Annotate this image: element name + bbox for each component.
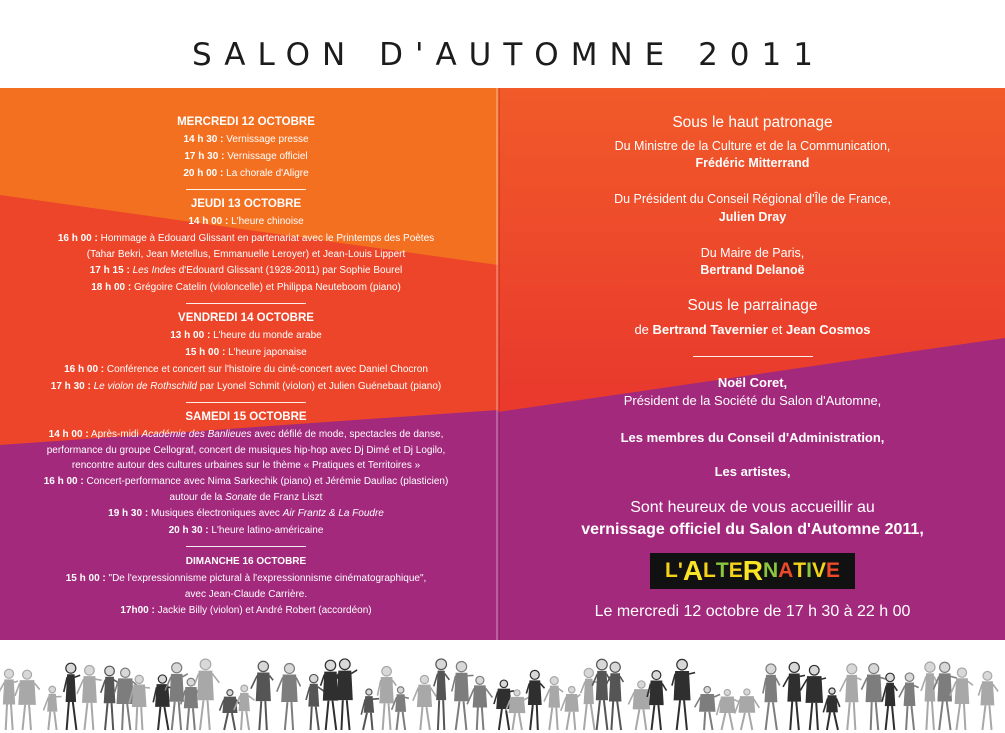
crowd-figure: [861, 664, 886, 730]
day-heading: VENDREDI 14 OCTOBRE: [178, 312, 314, 324]
logo-letter: E: [825, 559, 840, 582]
divider: [186, 546, 306, 547]
event-text: L'heure latino-américaine: [211, 525, 324, 536]
event-text: "De l'expressionnisme pictural à l'expressionnisme cinématographique",: [108, 573, 427, 584]
crowd-figure: [978, 671, 998, 730]
president-title: Président de la Société du Salon d'Automne,: [623, 393, 882, 408]
event-line: [0, 230, 492, 247]
event-text: Hommage à Edouard Glissant en partenariat avec le Printemps des Poètes: [100, 233, 435, 244]
crowd-figure: [392, 687, 409, 730]
logo-letter: ': [677, 559, 683, 582]
divider: [693, 356, 813, 357]
crowd-figure: [277, 663, 301, 730]
event-continuation: (Tahar Bekri, Jean Metellus, Emmanuelle Leroyer) et Jean-Louis Lippert: [86, 249, 406, 260]
event-date-line: Le mercredi 12 octobre de 17 h 30 à 22 h 00: [594, 603, 911, 620]
event-line: [0, 473, 492, 490]
event-time: 17 h 15 :: [89, 265, 130, 276]
event-time: 19 h 30 :: [108, 508, 149, 519]
patron-role: Du Ministre de la Culture et de la Communication,: [614, 139, 891, 153]
divider: [186, 189, 306, 190]
event-text: Jackie Billy (violon) et André Robert (accordéon): [157, 605, 372, 616]
crowd-figure: [251, 661, 273, 730]
crowd-figure: [220, 690, 241, 730]
logo-letter: R: [742, 555, 763, 586]
sponsors-line: [500, 321, 1005, 339]
day-heading: DIMANCHE 16 OCTOBRE: [185, 556, 307, 567]
crowd-figure: [544, 677, 563, 730]
crowd-figure: [234, 685, 255, 730]
day-heading: MERCREDI 12 OCTOBRE: [177, 116, 315, 128]
crowd-figure: [921, 662, 937, 730]
crowd-figure: [647, 671, 666, 730]
event-continuation: rencontre autour des cultures urbaines sur le thème « Pratiques et Territoires »: [71, 460, 421, 471]
event-time: 18 h 00 :: [91, 282, 132, 293]
event-line: [0, 165, 492, 182]
event-text: L'heure chinoise: [231, 216, 304, 227]
crowd-figure: [194, 659, 219, 730]
logo-letter: A: [682, 555, 704, 586]
event-text: L'heure japonaise: [228, 347, 307, 358]
event-time: 14 h 00 :: [48, 429, 89, 440]
crowd-figure: [467, 676, 492, 730]
event-text: Grégoire Catelin (violoncelle) et Philippa Neuteboom (piano): [134, 282, 401, 293]
sponsors-joiner: et: [771, 322, 783, 337]
logo-letter: E: [728, 559, 743, 582]
event-time: 13 h 00 :: [170, 330, 211, 341]
crowd-figure: [823, 688, 840, 730]
event-title-italic: Le violon de Rothschild: [93, 381, 197, 392]
logo-letter: L: [703, 559, 716, 582]
event-text: Conférence et concert sur l'histoire du ciné-concert avec Daniel Chocron: [106, 364, 428, 375]
page-title: SALON D'AUTOMNE 2011: [192, 37, 825, 73]
president-name: Noël Coret,: [717, 375, 788, 390]
event-time: 20 h 00 :: [183, 168, 224, 179]
crowd-figure: [526, 670, 544, 730]
logo-letter: T: [793, 559, 807, 582]
day-heading: JEUDI 13 OCTOBRE: [190, 198, 302, 210]
crowd-figure: [735, 689, 760, 730]
event-line: [0, 378, 492, 395]
event-continuation: performance du groupe Cellograf, concert de musiques hip-hop avec Dj Dimé et Dj Logilo,: [46, 445, 446, 456]
event-line: [0, 327, 492, 344]
venue-logo: [650, 553, 855, 589]
board-line: Les membres du Conseil d'Administration,: [620, 430, 885, 445]
event-time: 20 h 30 :: [168, 525, 209, 536]
crowd-figure: [695, 686, 720, 730]
event-text: avec défilé de mode, spectacles de danse,: [254, 429, 444, 440]
event-time: 17h00 :: [120, 605, 155, 616]
crowd-figure: [0, 669, 18, 730]
event-text: par Lyonel Schmit (violon) et Julien Guénebaut (piano): [199, 381, 442, 392]
sponsorship-heading: Sous le parrainage: [687, 297, 818, 314]
event-title-italic: Air Frantz & La Foudre: [282, 508, 384, 519]
event-title-italic: Les Indes: [132, 265, 176, 276]
event-text: Musiques électroniques avec: [150, 508, 280, 519]
crowd-illustration: [0, 640, 1005, 733]
event-time: 15 h 00 :: [185, 347, 226, 358]
event-time: 15 h 00 :: [65, 573, 106, 584]
patron-name: Julien Dray: [718, 210, 787, 224]
event-time: 16 h 00 :: [43, 476, 84, 487]
event-title-italic: Académie des Banlieues: [141, 429, 252, 440]
event-time: 16 h 00 :: [64, 364, 105, 375]
crowd-figure: [361, 689, 379, 730]
event-text: de Franz Liszt: [259, 492, 323, 503]
welcome-line: Sont heureux de vous accueillir au: [630, 499, 875, 516]
event-time: 17 h 30 :: [184, 151, 225, 162]
sponsors-prefix: de: [634, 322, 649, 337]
crowd-figure: [783, 662, 805, 730]
event-text: L'heure du monde arabe: [213, 330, 322, 341]
event-line: [0, 131, 492, 148]
crowd-figure: [413, 675, 436, 730]
event-continuation: [0, 490, 492, 505]
crowd-figure: [77, 665, 102, 730]
patron-name: Bertrand Delanoë: [700, 263, 805, 277]
artists-line: Les artistes,: [714, 464, 791, 479]
event-text: Concert-performance avec Nima Sarkechik (piano) et Jérémie Dauliac (plasticien): [86, 476, 449, 487]
crowd-figure: [882, 673, 897, 730]
event-text: Vernissage officiel: [227, 151, 308, 162]
event-text: Vernissage presse: [226, 134, 309, 145]
patron-role: Du Président du Conseil Régional d'Île de France,: [614, 192, 891, 206]
patron-name: Frédéric Mitterrand: [695, 156, 810, 170]
logo-letter: N: [762, 559, 779, 582]
event-line: [0, 570, 492, 587]
event-text: autour de la: [169, 492, 223, 503]
day-heading: SAMEDI 15 OCTOBRE: [185, 411, 307, 423]
logo-letter: T: [715, 559, 729, 582]
crowd-figure: [377, 667, 396, 730]
event-line: [0, 522, 492, 539]
divider: [186, 402, 306, 403]
event-line: [0, 426, 492, 443]
event-continuation: avec Jean-Claude Carrière.: [184, 589, 308, 600]
logo-letter: V: [811, 559, 826, 582]
crowd-figure: [43, 686, 61, 730]
event-time: 17 h 30 :: [50, 381, 91, 392]
event-line: [0, 262, 492, 279]
patronage-heading: Sous le haut patronage: [672, 114, 833, 131]
crowd-figure: [628, 681, 652, 730]
event-line: [0, 344, 492, 361]
sponsor-name: Jean Cosmos: [786, 322, 871, 337]
crowd-figure: [181, 678, 201, 730]
event-time: 14 h 00 :: [188, 216, 229, 227]
event-title-italic: Sonate: [225, 492, 257, 503]
event-line: [0, 602, 492, 619]
event-time: 16 h 00 :: [57, 233, 98, 244]
event-text: d'Edouard Glissant (1928-2011) par Sophie Bourel: [178, 265, 403, 276]
crowd-figure: [64, 663, 80, 730]
crowd-figure: [899, 673, 919, 730]
patron-role: Du Maire de Paris,: [700, 246, 805, 260]
crowd-figure: [434, 659, 449, 730]
crowd-figure: [592, 659, 611, 730]
vernissage-line: vernissage officiel du Salon d'Automne 2011,: [581, 521, 924, 538]
crowd-figure: [840, 664, 862, 730]
programme-schedule: [0, 114, 492, 619]
sponsor-name: Bertrand Tavernier: [652, 322, 768, 337]
event-text: La chorale d'Aligre: [226, 168, 309, 179]
event-line: [0, 148, 492, 165]
crowd-figure: [763, 664, 780, 730]
event-line: [0, 279, 492, 296]
crowd-figure: [672, 659, 695, 730]
event-line: [0, 213, 492, 230]
crowd-figure: [933, 662, 957, 730]
crowd-figure: [321, 660, 340, 730]
crowd-figure: [561, 686, 581, 730]
event-text: Après-midi: [90, 429, 139, 440]
logo-letter: I: [806, 559, 812, 582]
event-line: [0, 505, 492, 522]
event-time: 14 h 30 :: [183, 134, 224, 145]
logo-letter: L: [664, 559, 678, 582]
crowd-figure: [15, 670, 40, 730]
divider: [186, 303, 306, 304]
logo-letter: A: [778, 559, 794, 582]
event-line: [0, 361, 492, 378]
